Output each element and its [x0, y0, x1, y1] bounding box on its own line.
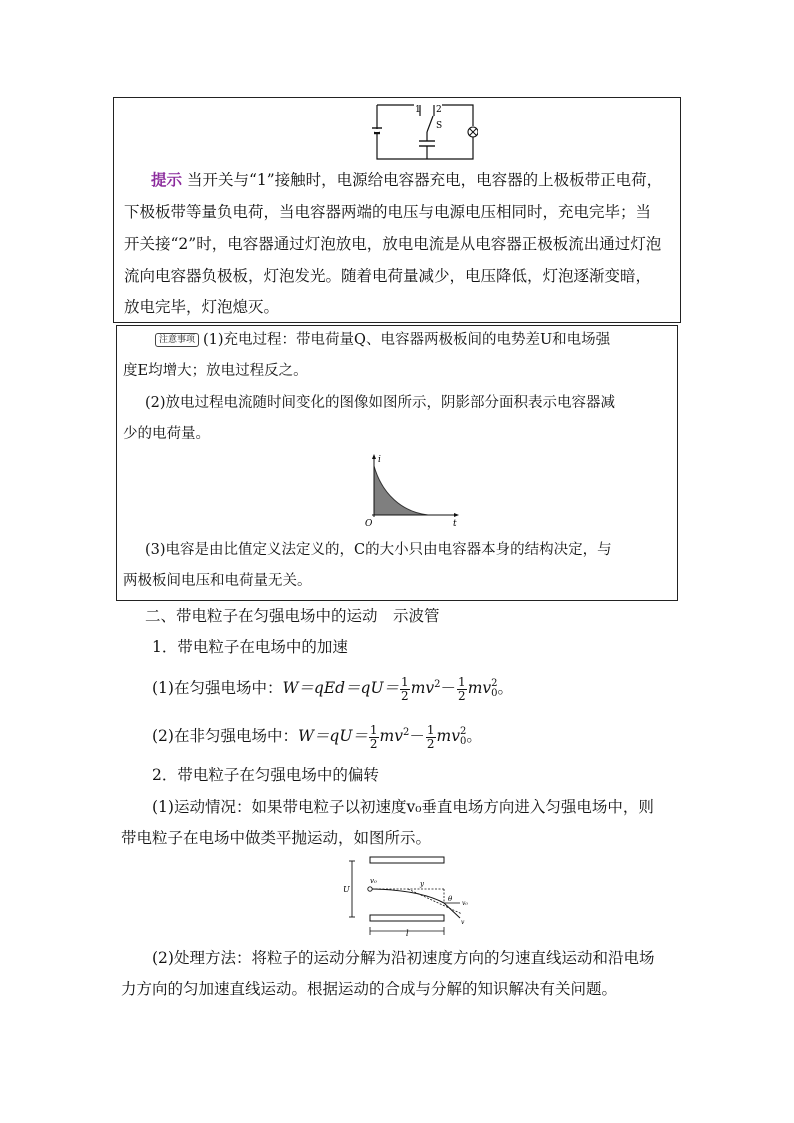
fraction-half: $\frac{1}{2}$: [426, 722, 435, 751]
hint-line-2: 下极板带等量负电荷，当电容器两端的电压与电源电压相同时，充电完毕；当: [124, 203, 652, 221]
hint-line-5: 放电完毕，灯泡熄灭。: [124, 298, 280, 316]
graph-origin-label: O: [365, 519, 373, 528]
velocity-label: v: [461, 919, 465, 926]
formula-uniform: (1)在匀强电场中：W＝qEd＝qU＝ $\frac{1}{2}$ $mv^2-$ $\frac{1}{2}$ mv 2 0 。: [152, 674, 514, 703]
switch-label-s: S: [436, 121, 443, 131]
note-item-2b: 少的电荷量。: [123, 426, 210, 442]
hint-line-3: 开关接“2”时，电容器通过灯泡放电，放电电流是从电容器正极板流出通过灯泡: [124, 235, 662, 253]
section-heading: 二、带电粒子在匀强电场中的运动 示波管: [145, 607, 440, 625]
notes-box: [116, 325, 678, 601]
v0-side-label: v₀: [462, 900, 468, 907]
note-item-1a: 注意事项 (1)充电过程：带电荷量Q、电容器两极板间的电势差U和电场强: [155, 330, 610, 350]
switch-label-1: 1: [415, 105, 421, 115]
hint-line-4: 流向电容器负极板，灯泡发光。随着电荷量减少，电压降低，灯泡逐渐变暗，: [124, 267, 652, 285]
note-item-1b: 度E均增大；放电过程反之。: [123, 363, 308, 379]
motion-paragraph-1a: (1)运动情况：如果带电粒子以初速度v₀垂直电场方向进入匀强电场中，则: [152, 798, 654, 816]
initial-velocity-label: v₀: [370, 877, 377, 885]
hint-box: [113, 97, 681, 323]
hint-label: 提示: [151, 170, 183, 189]
notes-badge: 注意事项: [155, 333, 199, 347]
method-paragraph-a: (2)处理方法：将粒子的运动分解为沿初速度方向的匀速直线运动和沿电场: [152, 949, 655, 967]
subheading-1: 1．带电粒子在电场中的加速: [152, 638, 348, 656]
deflection-diagram: [340, 856, 470, 938]
plate-length-label: l: [406, 929, 409, 938]
note-item-3b: 两极板间电压和电荷量无关。: [123, 573, 312, 589]
method-paragraph-b: 力方向的匀加速直线运动。根据运动的合成与分解的知识解决有关问题。: [121, 980, 618, 998]
graph-y-label: i: [378, 455, 381, 465]
fraction-half: $\frac{1}{2}$: [401, 674, 409, 703]
voltage-label: U: [343, 885, 350, 894]
motion-paragraph-1b: 带电粒子在电场中做类平抛运动，如图所示。: [121, 829, 432, 847]
formula-nonuniform: (2)在非匀强电场中：W＝qU＝ $\frac{1}{2}$ $mv^2-$ $\frac{1}{2}$ mv 2 0 。: [152, 722, 482, 751]
deflection-y-label: y: [420, 880, 424, 888]
fraction-half: $\frac{1}{2}$: [458, 674, 466, 703]
graph-x-label: t: [453, 519, 457, 528]
subheading-2: 2．带电粒子在匀强电场中的偏转: [152, 766, 379, 784]
note-item-3a: (3)电容是由比值定义法定义的，C的大小只由电容器本身的结构决定，与: [145, 542, 612, 558]
hint-line-1: 提示 当开关与“1”接触时，电源给电容器充电，电容器的上极板带正电荷，: [151, 170, 663, 189]
note-item-2a: (2)放电过程电流随时间变化的图像如图所示，阴影部分面积表示电容器减: [145, 395, 616, 411]
switch-label-2: 2: [436, 105, 442, 115]
circuit-diagram: [372, 102, 478, 162]
fraction-half: $\frac{1}{2}$: [369, 722, 378, 751]
theta-label: θ: [448, 895, 453, 903]
discharge-current-graph: [362, 454, 462, 528]
